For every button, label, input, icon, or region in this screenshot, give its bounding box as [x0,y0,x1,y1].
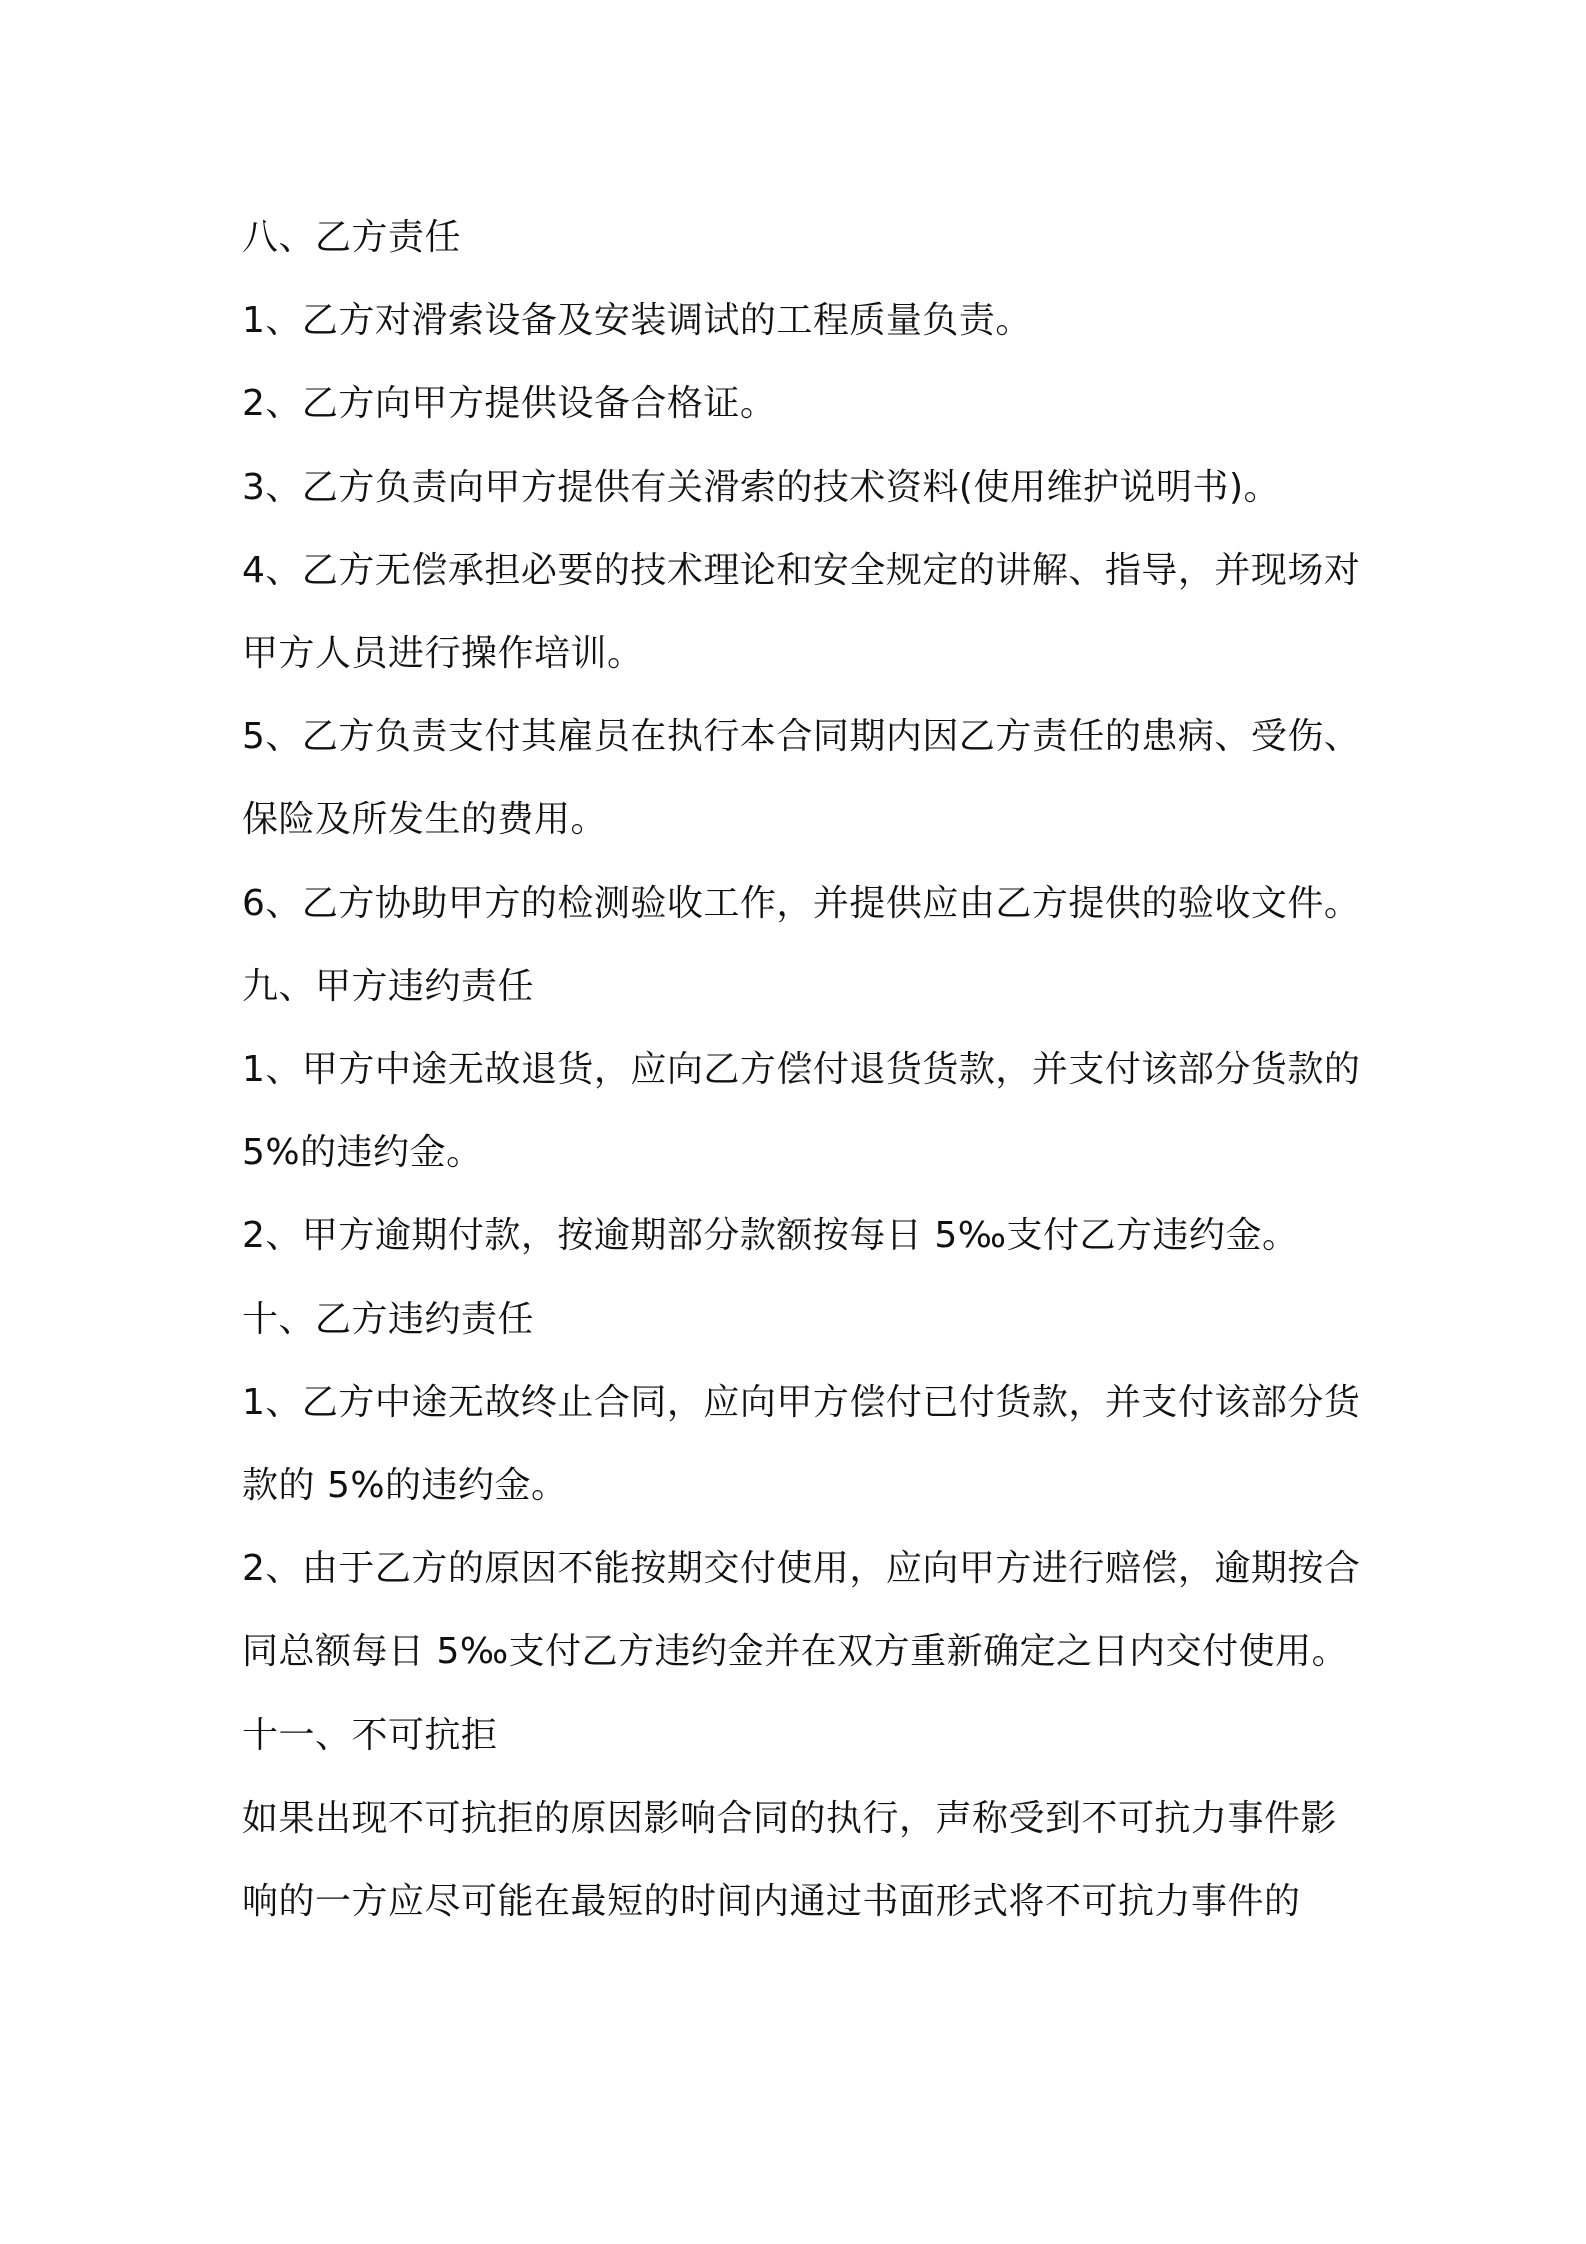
clause-8-1: 1、乙方对滑索设备及安装调试的工程质量负责。 [242,300,1032,342]
clause-8-5: 5、乙方负责支付其雇员在执行本合同期内因乙方责任的患病、受伤、保险及所发生的费用。 [242,716,1361,841]
clause-11-body: 如果出现不可抗拒的原因影响合同的执行，声称受到不可抗力事件影响的一方应尽可能在最短的时间内通过书面形式将不可抗力事件的 [242,1797,1338,1923]
clause-10-2: 2、由于乙方的原因不能按期交付使用，应向甲方进行赔偿，逾期按合同总额每日 5‰支付乙方违约金并在双方重新确定之日内交付使用。 [242,1548,1361,1673]
clause-8-3: 3、乙方负责向甲方提供有关滑索的技术资料(使用维护说明书)。 [242,466,1280,508]
section-heading-yifang-breach: 十、乙方违约责任 [242,1298,535,1340]
section-heading-yifang-responsibility: 八、乙方责任 [242,217,462,258]
document-body [242,196,1372,1943]
section-heading-force-majeure: 十一、不可抗拒 [242,1714,498,1756]
clause-10-1: 1、乙方中途无故终止合同，应向甲方偿付已付货款，并支付该部分货款的 5%的违约金。 [242,1381,1361,1507]
clause-8-2: 2、乙方向甲方提供设备合格证。 [242,383,777,425]
clause-9-1: 1、甲方中途无故退货，应向乙方偿付退货货款，并支付该部分货款的 5%的违约金。 [242,1049,1361,1174]
clause-9-2: 2、甲方逾期付款，按逾期部分款额按每日 5‰支付乙方违约金。 [242,1215,1299,1257]
section-heading-jiafang-breach: 九、甲方违约责任 [242,965,535,1007]
clause-8-6: 6、乙方协助甲方的检测验收工作，并提供应由乙方提供的验收文件。 [242,882,1361,924]
clause-8-4: 4、乙方无偿承担必要的技术理论和安全规定的讲解、指导，并现场对甲方人员进行操作培训。 [242,549,1361,675]
